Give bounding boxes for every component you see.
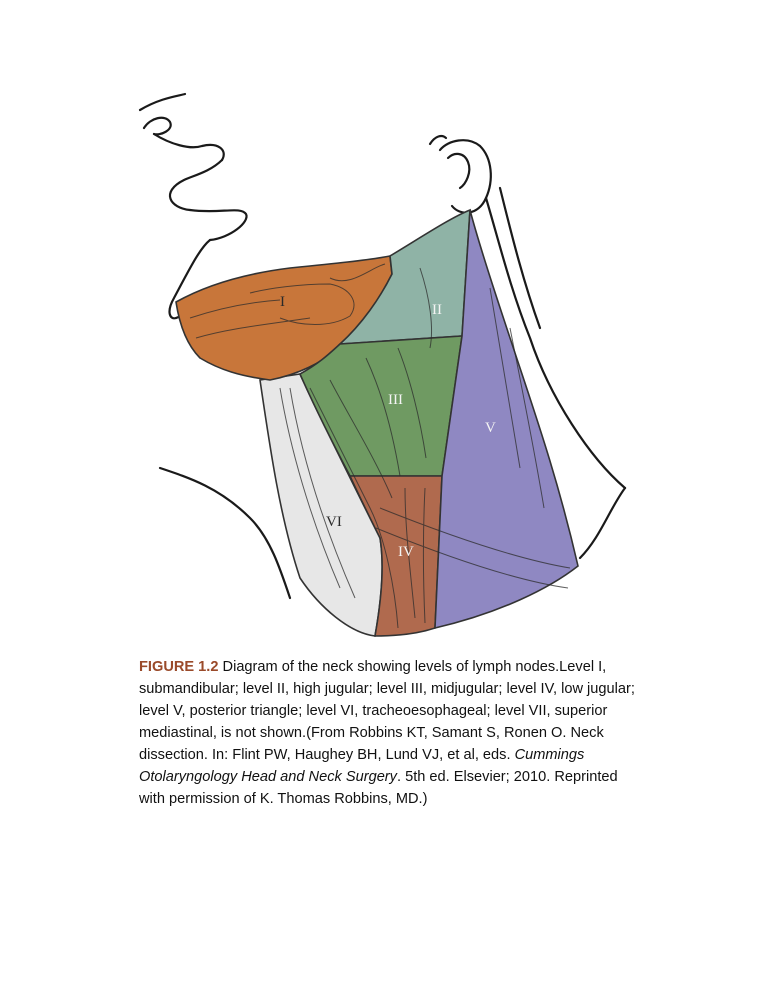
level-iv-label: IV: [398, 544, 414, 560]
level-vi-label: VI: [326, 514, 342, 530]
neck-lymph-node-diagram: [130, 88, 650, 658]
figure-label: FIGURE 1.2: [139, 659, 219, 675]
book-title: Cummings Otolaryngology Head and Neck Surgery: [139, 747, 585, 785]
level-ii-label: II: [432, 302, 442, 318]
level-i-label: I: [280, 294, 285, 310]
level-iii-label: III: [388, 392, 403, 408]
figure-caption: [139, 656, 639, 810]
caption-text-2: . 5th ed. Elsevier; 2010. Reprinted with permission of K. Thomas Robbins, MD.): [139, 769, 618, 807]
level-v-label: V: [485, 420, 496, 436]
caption-text-1: Diagram of the neck showing levels of lymph nodes.Level I, submandibular; level II, high jugular; level III, midjugular; level IV, low jugular; level V, posterior triangle; level VI, tracheoesophageal; level VII, superior mediastinal, is not shown.(From Robbins KT, Samant S, Ronen O. Neck dissection. In: Flint PW, Haughey BH, Lund VJ, et al, eds.: [139, 659, 635, 763]
